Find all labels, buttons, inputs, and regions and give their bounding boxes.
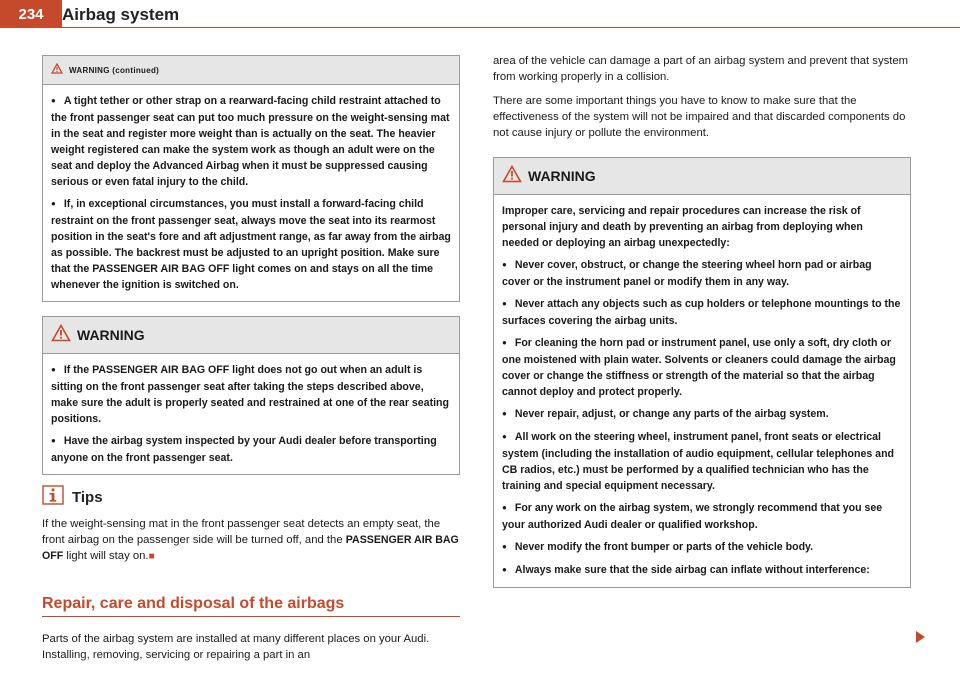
warning-item: ● Never attach any objects such as cup holders or telephone mountings to the surfaces covering the airbag units. <box>502 296 902 329</box>
warning-item: ● Never modify the front bumper or parts of the vehicle body. <box>502 539 902 556</box>
right-column <box>493 53 911 588</box>
tips-header <box>42 485 460 510</box>
left-column <box>42 55 460 663</box>
warning-item: ● If the PASSENGER AIR BAG OFF light does not go out when an adult is sitting on the front passenger seat after taking the steps described above, make sure the adult is properly seated and restrained at one of the rear seating positions. <box>51 362 451 427</box>
tips-text-after: light will stay on. <box>63 550 149 562</box>
warning-item: ● For cleaning the horn pad or instrument panel, use only a soft, dry cloth or one moistened with plain water. Solvents or cleaners could damage the airbag cover or change the stiffness or strength of the material so that the airbag cannot deploy and protect properly. <box>502 335 902 400</box>
tips-text <box>42 516 460 565</box>
warning-item: ● Never cover, obstruct, or change the steering wheel horn pad or airbag cover or the instrument panel or modify them in any way. <box>502 257 902 290</box>
continue-arrow-icon <box>916 631 925 643</box>
warning-item: ● Have the airbag system inspected by your Audi dealer before transporting anyone on the front passenger seat. <box>51 433 451 466</box>
tips-label: Tips <box>72 489 103 506</box>
end-mark: ■ <box>148 551 155 562</box>
warning-triangle-icon <box>51 61 63 79</box>
warning-header <box>494 158 910 195</box>
warning-item: ● Always make sure that the side airbag can inflate without interference: <box>502 562 902 579</box>
tips-text-before: If the weight-sensing mat in the front passenger seat detects an empty seat, the front airbag on the passenger side will be turned off, and the <box>42 518 441 546</box>
warning-triangle-icon <box>502 165 522 188</box>
warning-label: WARNING <box>77 327 145 343</box>
page-section-title: Airbag system <box>62 5 180 24</box>
warning-continued-header <box>43 56 459 85</box>
warning-item: ● If, in exceptional circumstances, you must install a forward-facing child restraint on the front passenger seat, always move the seat into its rearmost position in the seat's fore and aft adjustment range, as far away from the airbag as possible. The backrest must be adjusted to an upright position. Make sure that the PASSENGER AIR BAG OFF light comes on and stays on all the time whenever the ignition is switched on. <box>51 196 451 293</box>
warning-header <box>43 317 459 354</box>
tips-text-bold: PASSENGER AIR BAG OFF <box>42 534 459 562</box>
header-rule <box>62 27 960 28</box>
info-icon <box>42 485 64 510</box>
warning-continued-label: WARNING (continued) <box>69 65 160 75</box>
section-body-text: Parts of the airbag system are installed at many different places on your Audi. Installing, removing, servicing or repairing a part in an <box>42 633 430 661</box>
warning-item: ● A tight tether or other strap on a rearward-facing child restraint attached to the front passenger seat can put too much pressure on the weight-sensing mat in the seat and register more weight than is actually on the seat. The heavier weight registered can make the system work as though an adult were on the seat and deploy the Advanced Airbag when it must be suppressed causing serious or even fatal injury to the child. <box>51 93 451 190</box>
warning-item: ● Never repair, adjust, or change any parts of the airbag system. <box>502 406 902 423</box>
warning-label: WARNING <box>528 168 596 184</box>
warning-item: ● For any work on the airbag system, we strongly recommend that you see your authorized Audi dealer or qualified workshop. <box>502 500 902 533</box>
page-number: 234 <box>0 0 62 28</box>
body-paragraph: There are some important things you have to know to make sure that the effectiveness of the system will not be impaired and that discarded components do not cause injury or pollute the environment. <box>493 95 906 139</box>
warning-item: ● All work on the steering wheel, instrument panel, front seats or electrical system (including the installation of audio equipment, cellular telephones and CB radios, etc.) must be performed by a qualified technician who has the training and special equipment necessary. <box>502 429 902 494</box>
section-heading: Repair, care and disposal of the airbags <box>42 595 460 617</box>
warning-box <box>42 316 460 475</box>
warning-continued-box <box>42 55 460 302</box>
warning-box <box>493 157 911 588</box>
warning-intro: Improper care, servicing and repair procedures can increase the risk of personal injury and death by preventing an airbag from deploying when needed or deploying an airbag unexpectedly: <box>502 205 863 249</box>
body-paragraph: area of the vehicle can damage a part of an airbag system and prevent that system from working properly in a collision. <box>493 55 909 83</box>
warning-triangle-icon <box>51 324 71 347</box>
